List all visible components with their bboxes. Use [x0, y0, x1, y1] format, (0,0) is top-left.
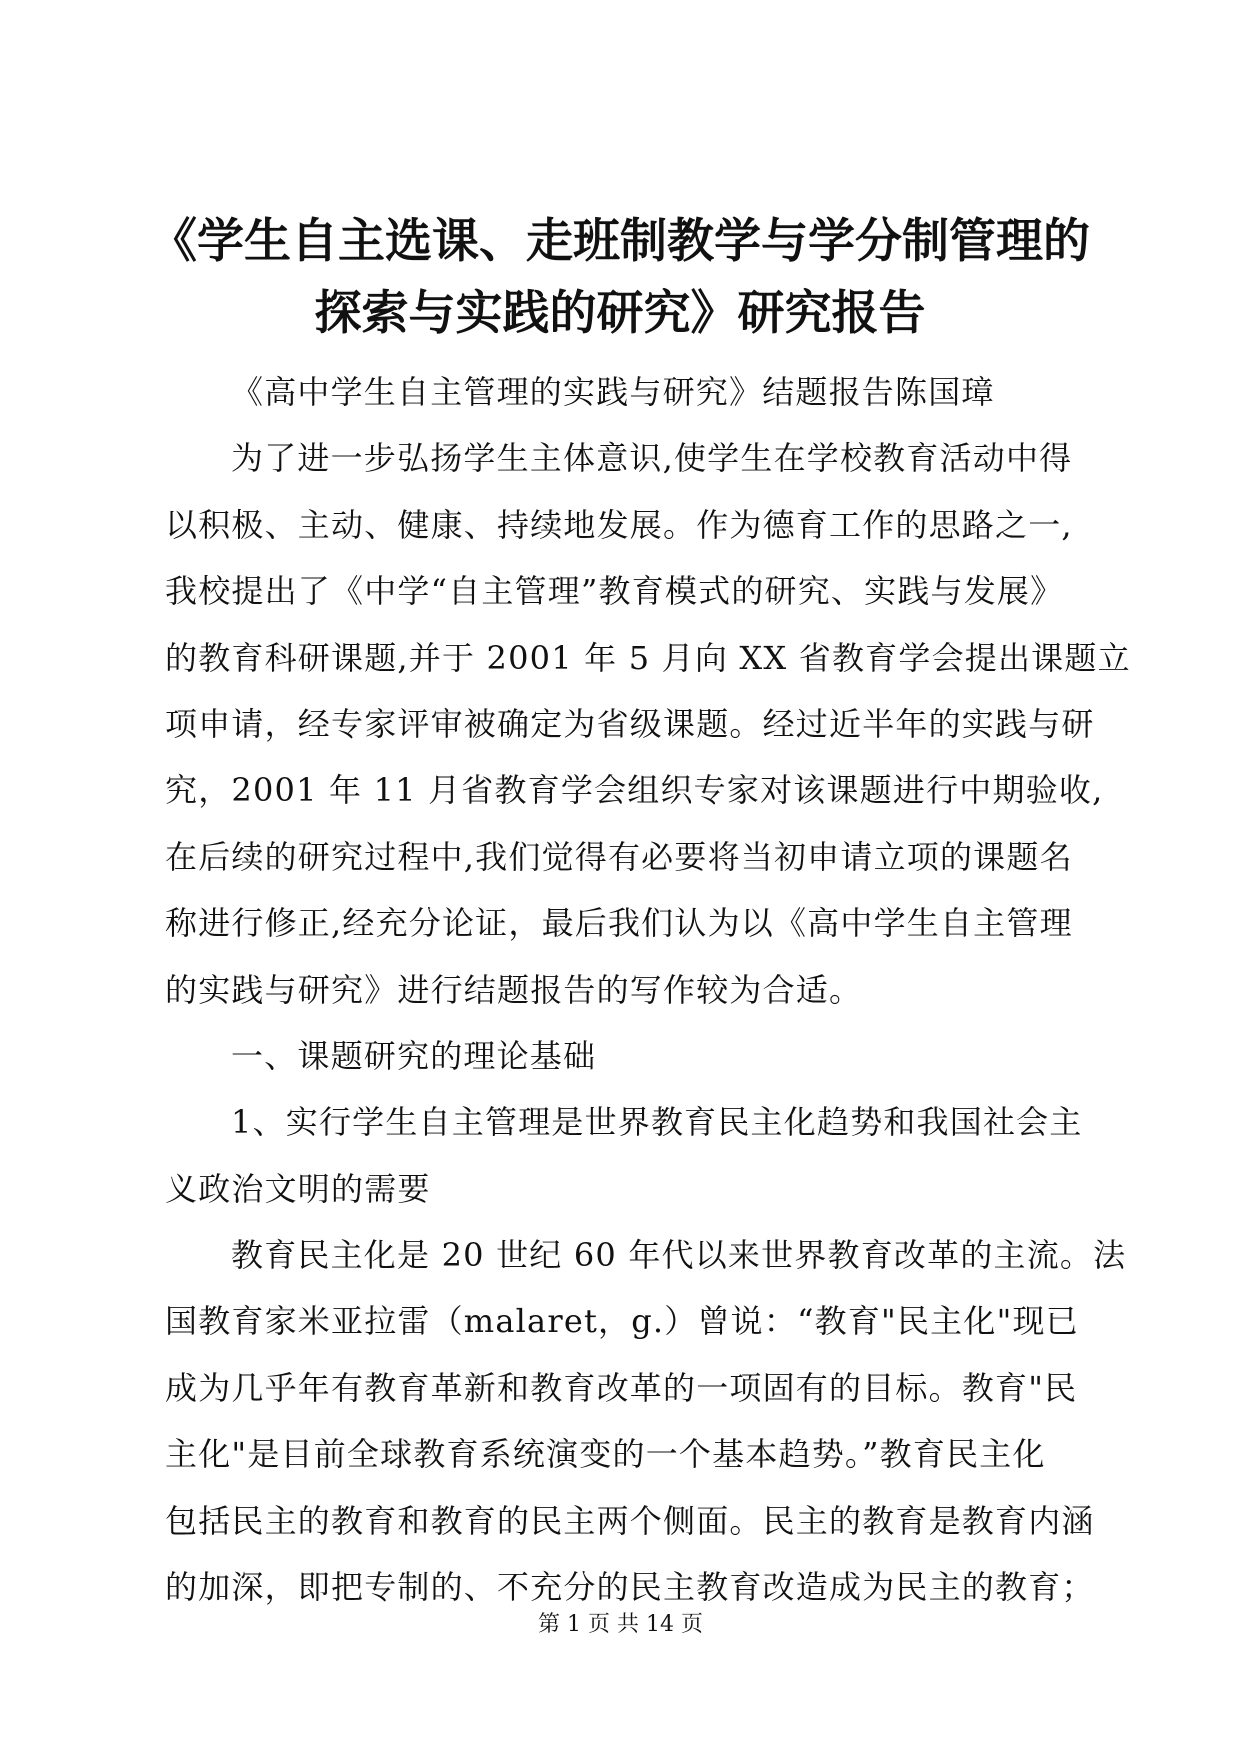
document-body [165, 359, 1131, 1620]
title-line: 探索与实践的研究》研究报告 [314, 286, 926, 341]
text-line: 在后续的研究过程中,我们觉得有必要将当初申请立项的课题名 [165, 837, 1073, 876]
text-line: 包括民主的教育和教育的民主两个侧面。民主的教育是教育内涵 [165, 1501, 1095, 1540]
document-title [120, 206, 1120, 350]
text-line: 成为几乎年有教育革新和教育改革的一项固有的目标。教育"民 [165, 1368, 1078, 1407]
text-line: 国教育家米亚拉雷（malaret，g.）曾说：“教育"民主化"现已 [165, 1302, 1079, 1341]
text-line: 主化"是目前全球教育系统演变的一个基本趋势。”教育民主化 [165, 1435, 1046, 1474]
text-line: 的教育科研课题,并于 2001 年 5 月向 XX 省教育学会提出课题立 [165, 638, 1131, 677]
text-line: 一、课题研究的理论基础 [231, 1036, 597, 1075]
text-line: 1、实行学生自主管理是世界教育民主化趋势和我国社会主 [231, 1103, 1083, 1142]
text-line: 《高中学生自主管理的实践与研究》结题报告陈国璋 [231, 373, 995, 411]
text-line: 以积极、主动、健康、持续地发展。作为德育工作的思路之一, [165, 505, 1073, 544]
text-line: 我校提出了《中学“自主管理”教育模式的研究、实践与发展》 [165, 572, 1064, 611]
text-line: 项申请，经专家评审被确定为省级课题。经过近半年的实践与研 [165, 704, 1095, 743]
text-line: 的实践与研究》进行结题报告的写作较为合适。 [165, 970, 863, 1009]
text-line: 称进行修正,经充分论证，最后我们认为以《高中学生自主管理 [165, 904, 1073, 943]
title-line: 《学生自主选课、走班制教学与学分制管理的 [150, 214, 1090, 269]
text-line: 为了进一步弘扬学生主体意识,使学生在学校教育活动中得 [231, 439, 1073, 478]
text-line: 究，2001 年 11 月省教育学会组织专家对该课题进行中期验收, [165, 771, 1104, 810]
page-footer: 第 1 页 共 14 页 [538, 1612, 703, 1637]
text-line: 教育民主化是 20 世纪 60 年代以来世界教育改革的主流。法 [231, 1236, 1127, 1275]
text-line: 的加深，即把专制的、不充分的民主教育改造成为民主的教育； [165, 1568, 1095, 1607]
text-line: 义政治文明的需要 [165, 1169, 431, 1208]
